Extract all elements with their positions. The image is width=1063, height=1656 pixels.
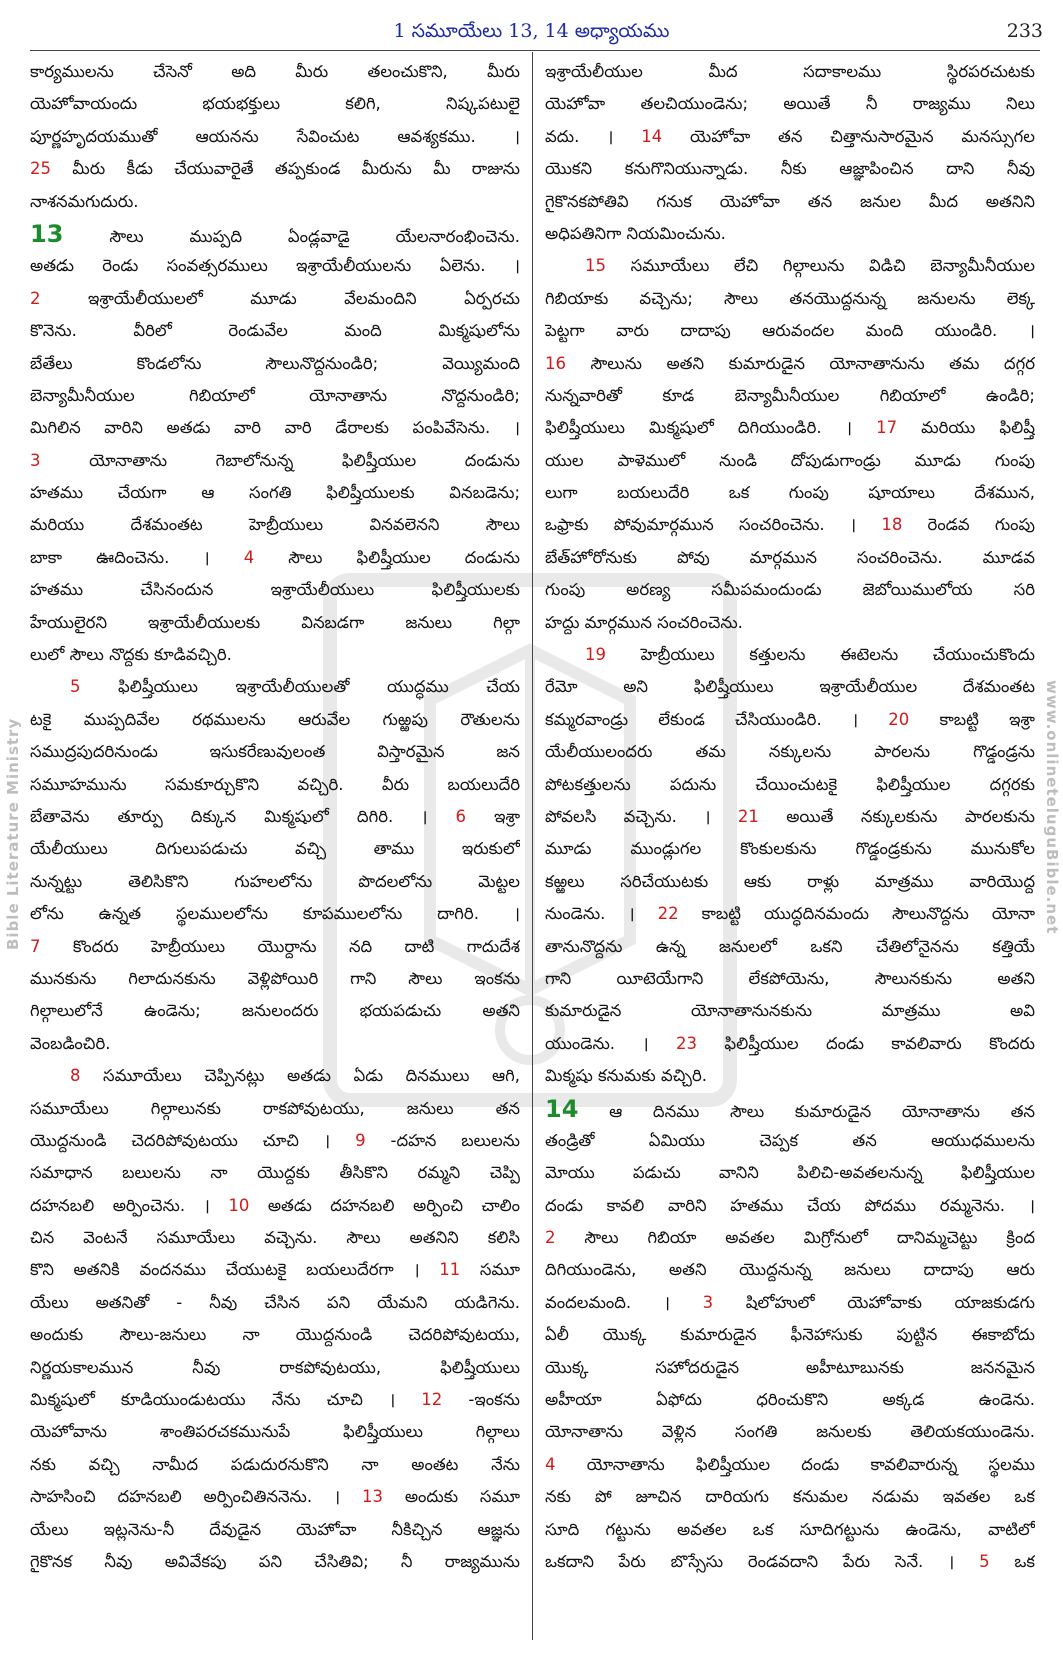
text-line bbox=[30, 995, 520, 1027]
text-line bbox=[30, 1514, 520, 1546]
verse-number: 22 bbox=[634, 904, 679, 924]
verse-text: అధిపతినిగా నియమించును. bbox=[545, 223, 726, 243]
text-line bbox=[545, 833, 1035, 865]
text-line bbox=[545, 88, 1035, 120]
verse-text: రేమో అని ఫిలిష్తీయులు ఇశ్రాయేలీయుల దేశమంతట bbox=[545, 677, 1035, 697]
text-line bbox=[545, 574, 1035, 606]
text-line bbox=[545, 769, 1035, 801]
verse-text: సమూహమును సమకూర్చుకొని వచ్చిరి. వీరు బయలుదేరి bbox=[30, 774, 520, 794]
verse-text: లోను ఉన్నత స్థలములలోను కూపములలోను దాగిరి. । bbox=[30, 904, 520, 924]
text-line bbox=[545, 218, 1035, 250]
verse-text: పూర్ణహృదయముతో ఆయనను సేవించుట ఆవశ్యకము. । bbox=[30, 126, 520, 146]
verse-number: 15 bbox=[585, 256, 606, 276]
text-line bbox=[545, 1449, 1035, 1481]
text-line bbox=[30, 153, 520, 185]
text-line bbox=[545, 671, 1035, 703]
verse-text: బాకా ఊదించెను. । bbox=[30, 547, 210, 567]
text-line bbox=[545, 542, 1035, 574]
text-line bbox=[30, 1190, 520, 1222]
verse-text: యోనాతాను ఫిలిష్తీయుల దండు కావలివారున్న స్థలము bbox=[555, 1454, 1035, 1474]
verse-text: చిన వెంటనే సమూయేలు వచ్చెను. సౌలు అతనిని కలిసి bbox=[30, 1228, 520, 1248]
verse-number: 5 bbox=[70, 677, 81, 697]
text-line bbox=[545, 1157, 1035, 1189]
text-line bbox=[545, 995, 1035, 1027]
verse-text: యొకని కనుగొనియున్నాడు. నీకు ఆజ్ఞాపించిన దాని నీవు bbox=[545, 159, 1035, 179]
verse-text: కుమారుడైన యోనాతానునకును మాత్రము అవి bbox=[545, 1001, 1035, 1021]
text-line bbox=[30, 1287, 520, 1319]
text-line bbox=[545, 121, 1035, 153]
text-line bbox=[30, 704, 520, 736]
verse-text: నున్నవారితో కూడ బెన్యామీనీయుల గిబియాలో ఉండిరి; bbox=[545, 385, 1035, 405]
text-line bbox=[30, 1060, 520, 1092]
right-text-column bbox=[545, 56, 1035, 1578]
left-text-column bbox=[30, 56, 520, 1578]
verse-text: గైకొనక నీవు అవివేకపు పని చేసితివి; నీ రాజ్యమును bbox=[30, 1551, 520, 1571]
text-line bbox=[30, 348, 520, 380]
verse-number: 14 bbox=[613, 126, 663, 146]
verse-text: కఱ్ఱలు సరిచేయుటకు ఆకు రాళ్లు మాత్రము వారియొద్ద bbox=[545, 871, 1035, 891]
verse-text: వదు. । bbox=[545, 126, 614, 146]
verse-text: మూడు ముండ్లుగల కొంకులకును గొడ్డండ్రకును మునుకోల bbox=[545, 839, 1035, 859]
text-line bbox=[30, 671, 520, 703]
verse-text: అందుకు సమూ bbox=[383, 1487, 520, 1507]
text-line bbox=[30, 1352, 520, 1384]
verse-text: టకై ముప్పదివేల రథములను ఆరువేల గుఱ్ఱపు రౌతులను bbox=[30, 709, 520, 729]
verse-number: 6 bbox=[427, 806, 467, 826]
verse-text: యుల పాళెములో నుండి దోపుడుగాండ్రు మూడు గుంపు bbox=[545, 450, 1035, 470]
verse-text: హద్దు మార్గమున సంచరించెను. bbox=[545, 612, 743, 632]
verse-text: నిర్ణయకాలమున నీవు రాకపోవుటయు, ఫిలిష్తీయులు bbox=[30, 1357, 520, 1377]
verse-number: 7 bbox=[30, 936, 41, 956]
text-line bbox=[30, 88, 520, 120]
text-line bbox=[545, 283, 1035, 315]
text-line bbox=[30, 898, 520, 930]
verse-text: అహీయా ఏఫోదు ధరించుకొని అక్కడ ఉండెను. bbox=[545, 1390, 1035, 1410]
watermark-right-text: www.onlineteluguBible.net bbox=[1043, 680, 1061, 935]
verse-text: పోవలసి వచ్చెను. । bbox=[545, 806, 711, 826]
verse-text: తండ్రితో ఏమియు చెప్పక తన ఆయుధములను bbox=[545, 1130, 1035, 1150]
verse-text: ఏలీ యొక్క కుమారుడైన ఫీనెహాసుకు పుట్టిన ఈకాబోదు bbox=[545, 1325, 1035, 1345]
text-line bbox=[545, 1125, 1035, 1157]
verse-number: 4 bbox=[545, 1454, 556, 1474]
chapter-number: 13 bbox=[30, 219, 64, 248]
verse-text: సమూయేలు చెప్పినట్లు అతడు ఏడు దినములు ఆగి, bbox=[80, 1066, 520, 1086]
text-line bbox=[30, 315, 520, 347]
text-line bbox=[545, 866, 1035, 898]
text-line bbox=[545, 736, 1035, 768]
verse-text: మరియు ఫిలిష్తీ bbox=[897, 418, 1035, 438]
text-line bbox=[30, 833, 520, 865]
verse-number: 11 bbox=[419, 1260, 461, 1280]
text-line bbox=[545, 607, 1035, 639]
verse-text: అయితే నక్కులకును పారలకును bbox=[758, 806, 1035, 826]
text-line bbox=[30, 769, 520, 801]
verse-text: నాశనమగుదురు. bbox=[30, 191, 139, 211]
verse-number: 2 bbox=[30, 288, 41, 308]
chapter-number: 14 bbox=[545, 1094, 579, 1123]
verse-text: దండు కావలి వారిని హతము చేయ పోదము రమ్మనెను. । bbox=[545, 1195, 1035, 1215]
text-line bbox=[545, 1222, 1035, 1254]
verse-text: లులో సౌలు నొద్దకు కూడివచ్చిరి. bbox=[30, 645, 232, 665]
verse-text: గిబియాకు వచ్చెను; సౌలు తనయొద్దనున్న జనులను లెక్క bbox=[545, 288, 1035, 308]
verse-text: హతము చేయగా ఆ సంగతి ఫిలిష్తీయులకు వినబడెను; bbox=[30, 483, 520, 503]
verse-number: 25 bbox=[30, 159, 51, 179]
verse-text: అతడు రెండు సంవత్సరములు ఇశ్రాయేలీయులను ఏలెను. । bbox=[30, 256, 520, 276]
text-line bbox=[30, 250, 520, 282]
text-line bbox=[30, 1028, 520, 1060]
verse-text: గిల్గాలులోనే ఉండెను; జనులందరు భయపడుచు అతని bbox=[30, 1001, 520, 1021]
text-line bbox=[30, 1416, 520, 1448]
verse-text: మిక్మషులో కూడియుండుటయు నేను చూచి । bbox=[30, 1390, 396, 1410]
text-line bbox=[30, 56, 520, 88]
text-line bbox=[30, 1222, 520, 1254]
verse-text: -దహన బలులను bbox=[365, 1130, 520, 1150]
verse-text: బేత్‌హోరోనుకు పోవు మార్గమున సంచరించెను. మూడవ bbox=[545, 547, 1035, 567]
text-line bbox=[545, 639, 1035, 671]
text-line bbox=[545, 445, 1035, 477]
text-line bbox=[30, 218, 520, 250]
verse-text: పోటకత్తులను పదును చేయించుటకై ఫిలిష్తీయుల దగ్గరకు bbox=[545, 774, 1035, 794]
text-line bbox=[545, 1287, 1035, 1319]
verse-text: యేలీయులు దిగులుపడుచు వచ్చి తాము ఇరుకులో bbox=[30, 839, 520, 859]
verse-text: సమూయేలు గిల్గాలునకు రాకపోవుటయు, జనులు తన bbox=[30, 1098, 520, 1118]
verse-number: 2 bbox=[545, 1228, 556, 1248]
verse-text: యెహోవాయందు భయభక్తులు కలిగి, నిష్కపటులై bbox=[30, 94, 520, 114]
text-line bbox=[545, 348, 1035, 380]
text-line bbox=[30, 1546, 520, 1578]
verse-number: 3 bbox=[670, 1292, 714, 1312]
verse-text: ఒఫ్రాకు పోవుమార్గమున సంచరించెను. । bbox=[545, 515, 857, 535]
verse-text: యోనాతాను వెళ్లిన సంగతి జనులకు తెలియకయుండెను. bbox=[545, 1422, 1035, 1442]
verse-text: బెన్యామీనీయుల గిబియాలో యోనాతాను నొద్దనుండిరి; bbox=[30, 385, 520, 405]
verse-text: కొని అతనికి వందనము చేయుటకై బయలుదేరగా । bbox=[30, 1260, 420, 1280]
text-line bbox=[545, 931, 1035, 963]
verse-number: 9 bbox=[330, 1130, 366, 1150]
verse-text: అతడు దహనబలి అర్పించి చాలిం bbox=[249, 1195, 520, 1215]
text-line bbox=[545, 1190, 1035, 1222]
verse-text: ఆ దినము సౌలు కుమారుడైన యోనాతాను తన bbox=[578, 1101, 1035, 1121]
page-header bbox=[0, 20, 1063, 50]
text-line bbox=[30, 801, 520, 833]
verse-text: గుంపు అరణ్య సమీపమందుండు జెబోయిములోయ సరి bbox=[545, 580, 1035, 600]
verse-text: సౌలు ముప్పది ఏండ్లవాడై యేలనారంభించెను. bbox=[63, 226, 520, 246]
text-line bbox=[545, 1416, 1035, 1448]
text-line bbox=[30, 445, 520, 477]
text-line bbox=[30, 412, 520, 444]
verse-text: కొందరు హెబ్రీయులు యొర్దాను నది దాటి గాదుదేశ bbox=[40, 936, 520, 956]
verse-text: ఒక bbox=[989, 1551, 1035, 1571]
verse-number: 5 bbox=[954, 1551, 990, 1571]
verse-text: తానునొద్దను ఉన్న జనులలో ఒకని చేతిలోనైనను కత్తియే bbox=[545, 936, 1035, 956]
text-line bbox=[30, 1384, 520, 1416]
text-line bbox=[545, 1093, 1035, 1125]
verse-number: 21 bbox=[710, 806, 759, 826]
text-line bbox=[30, 1254, 520, 1286]
verse-number: 23 bbox=[648, 1033, 698, 1053]
text-line bbox=[30, 574, 520, 606]
verse-number: 4 bbox=[209, 547, 255, 567]
text-line bbox=[545, 1254, 1035, 1286]
verse-text: మీరు కీడు చేయువారైతే తప్పకుండ మీరును మీ రాజును bbox=[51, 159, 520, 179]
verse-text: యేలీయులందరు తమ నక్కులను పారలను గొడ్డండ్రను bbox=[545, 742, 1035, 762]
verse-text: సమూయేలు లేచి గిల్గాలును విడిచి బెన్యామీనీయుల bbox=[606, 256, 1035, 276]
verse-text: అందుకు సౌలు-జనులు నా యొద్దనుండి చెదరిపోవుటయు, bbox=[30, 1325, 520, 1345]
verse-text: ఫిలిష్తీయుల దండు కావలివారు కొందరు bbox=[697, 1033, 1035, 1053]
text-line bbox=[545, 1028, 1035, 1060]
text-line bbox=[30, 639, 520, 671]
text-line bbox=[30, 380, 520, 412]
verse-text: సమూ bbox=[460, 1260, 520, 1280]
verse-text: కమ్మరవాండ్రు లేకుండ చేసియుండిరి. । bbox=[545, 709, 859, 729]
text-line bbox=[30, 1481, 520, 1513]
verse-text: నున్నట్టు తెలిసికొని గుహలలోను పొదలలోను మెట్టల bbox=[30, 871, 520, 891]
verse-text: దిగియుండెను, అతని యొద్దనున్న జనులు దాదాపు ఆరు bbox=[545, 1260, 1035, 1280]
verse-text: సౌలు ఫిలిష్తీయుల దండును bbox=[254, 547, 520, 567]
text-line bbox=[545, 1546, 1035, 1578]
verse-text: యెహోవాను శాంతిపరచకమునుపే ఫిలిష్తీయులు గిల్గాలు bbox=[30, 1422, 520, 1442]
verse-text: ఫిలిష్తీయులు ఇశ్రాయేలీయులతో యుద్ధము చేయ bbox=[80, 677, 520, 697]
verse-number: 17 bbox=[852, 418, 898, 438]
verse-text: హేయులైరని ఇశ్రాయేలీయులకు వినబడగా జనులు గిల్గా bbox=[30, 612, 520, 632]
verse-text: వందలమంది. । bbox=[545, 1292, 671, 1312]
verse-number: 13 bbox=[340, 1487, 383, 1507]
text-line bbox=[545, 412, 1035, 444]
verse-number: 3 bbox=[30, 450, 41, 470]
verse-text: యుండెను. । bbox=[545, 1033, 649, 1053]
text-line bbox=[30, 1125, 520, 1157]
text-line bbox=[545, 477, 1035, 509]
verse-text: గాని యీటెయేగాని లేకపోయెను, సౌలునకును అతని bbox=[545, 968, 1035, 988]
verse-text: హెబ్రీయులు కత్తులను ఈటెలను చేయుంచుకొందు bbox=[606, 645, 1035, 665]
text-line bbox=[30, 866, 520, 898]
verse-number: 20 bbox=[858, 709, 910, 729]
verse-text: కొనెను. వీరిలో రెండువేల మంది మిక్మషులోను bbox=[30, 321, 520, 341]
text-line bbox=[545, 153, 1035, 185]
verse-text: సౌలు గిబియా అవతల మిగ్రోనులో దానిమ్మచెట్టు క్రింద bbox=[555, 1228, 1035, 1248]
verse-text: -ఇంకను bbox=[442, 1390, 520, 1410]
text-line bbox=[30, 1157, 520, 1189]
verse-text: సమాధాన బలులను నా యొద్దకు తీసికొని రమ్మని చెప్పి bbox=[30, 1163, 520, 1183]
verse-text: మునకును గిలాదునకును వెళ్లిపోయిరి గాని సౌలు ఇంకను bbox=[30, 968, 520, 988]
text-line bbox=[545, 56, 1035, 88]
verse-text: ఒకదాని పేరు బొస్సేసు రెండవదాని పేరు సెనే. । bbox=[545, 1551, 955, 1571]
text-line bbox=[30, 542, 520, 574]
text-line bbox=[30, 963, 520, 995]
text-line bbox=[545, 250, 1035, 282]
chapter-heading: 1 సమూయేలు 13, 14 అధ్యాయము bbox=[393, 20, 670, 42]
text-line bbox=[545, 704, 1035, 736]
verse-text: కార్యములను చేసెనో అది మీరు తలంచుకొని, మీరు bbox=[30, 62, 520, 81]
text-line bbox=[30, 736, 520, 768]
verse-text: కాబట్టి ఇశ్రా bbox=[909, 709, 1035, 729]
verse-text: బేతావెను తూర్పు దిక్కున మిక్మషులో దిగిరి. । bbox=[30, 806, 428, 826]
verse-text: ఇశ్రా bbox=[466, 806, 520, 826]
verse-text: నకు వచ్చి నామీద పడుదురనుకొని నా అంతట నేను bbox=[30, 1454, 520, 1474]
verse-text: యేలు ఇట్లనెను-నీ దేవుడైన యెహోవా నీకిచ్చిన ఆజ్ఞను bbox=[30, 1519, 520, 1539]
text-line bbox=[545, 1384, 1035, 1416]
verse-text: హతము చేసినందున ఇశ్రాయేలీయులు ఫిలిష్తీయులకు bbox=[30, 580, 520, 600]
verse-text: బేతేలు కొండలోను సౌలునొద్దనుండిరి; వెయ్యిమంది bbox=[30, 353, 520, 373]
verse-text: నకు పో జూచిన దారియగు కనుమల నడుమ ఇవతల ఒక bbox=[545, 1487, 1035, 1507]
verse-text: సాహసించి దహనబలి అర్పించితిననెను. । bbox=[30, 1487, 341, 1507]
verse-text: యేలు అతనితో - నీవు చేసిన పని యేమని యడిగెను. bbox=[30, 1292, 520, 1312]
text-line bbox=[545, 1481, 1035, 1513]
verse-text: ఇశ్రాయేలీయుల మీద సదాకాలము స్థిరపరచుటకు bbox=[545, 62, 1035, 81]
text-line bbox=[545, 1319, 1035, 1351]
verse-text: సముద్రపుదరినుండు ఇసుకరేణువులంత విస్తారమైన జన bbox=[30, 742, 520, 762]
text-line bbox=[30, 1319, 520, 1351]
verse-text: గైకొనకపోతివి గనుక యెహోవా తన జనుల మీద అతనిని bbox=[545, 191, 1035, 211]
text-line bbox=[30, 1449, 520, 1481]
verse-number: 19 bbox=[585, 645, 606, 665]
verse-text: మిక్మషు కనుమకు వచ్చిరి. bbox=[545, 1066, 708, 1086]
text-line bbox=[30, 931, 520, 963]
verse-text: మిగిలిన వారిని అతడు వారి వారి డేరాలకు పంపివేసెను. । bbox=[30, 418, 520, 438]
verse-text: సౌలును అతని కుమారుడైన యోనాతానును తమ దగ్గర bbox=[566, 353, 1035, 373]
verse-number: 8 bbox=[70, 1066, 81, 1086]
text-line bbox=[30, 509, 520, 541]
verse-text: ఇశ్రాయేలీయులలో మూడు వేలమందిని ఏర్పరచు bbox=[40, 288, 520, 308]
page-number: 233 bbox=[1006, 20, 1043, 42]
verse-text: యెహోవా తన చిత్తానుసారమైన మనస్సుగల bbox=[662, 126, 1035, 146]
verse-number: 16 bbox=[545, 353, 566, 373]
verse-text: యొద్దనుండి చెదరిపోవుటయు చూచి । bbox=[30, 1130, 331, 1150]
verse-text: నుండెను. । bbox=[545, 904, 635, 924]
text-line bbox=[545, 509, 1035, 541]
verse-text: మరియు దేశమంతట హెబ్రీయులు వినవలెనని సౌలు bbox=[30, 515, 520, 535]
verse-text: రెండవ గుంపు bbox=[902, 515, 1035, 535]
text-line bbox=[545, 898, 1035, 930]
verse-text: కాబట్టి యుద్ధదినమందు సౌలునొద్దను యోనా bbox=[678, 904, 1035, 924]
verse-number: 18 bbox=[856, 515, 903, 535]
verse-number: 10 bbox=[209, 1195, 250, 1215]
text-line bbox=[30, 186, 520, 218]
text-line bbox=[30, 477, 520, 509]
text-line bbox=[545, 1352, 1035, 1384]
text-line bbox=[545, 186, 1035, 218]
verse-number: 12 bbox=[395, 1390, 443, 1410]
watermark-left-text: Bible Literature Ministry bbox=[4, 717, 22, 950]
text-line bbox=[545, 1514, 1035, 1546]
text-line bbox=[30, 607, 520, 639]
verse-text: ఫిలిష్తీయులు మిక్మషులో దిగియుండిరి. । bbox=[545, 418, 853, 438]
verse-text: పెట్టగా వారు దాదాపు ఆరువందల మంది యుండిరి. । bbox=[545, 321, 1035, 341]
verse-text: మోయు పడుచు వానిని పిలిచి-అవతలనున్న ఫిలిష్తీయుల bbox=[545, 1163, 1035, 1183]
text-line bbox=[30, 1093, 520, 1125]
text-line bbox=[545, 315, 1035, 347]
verse-text: లుగా బయలుదేరి ఒక గుంపు షూయాలు దేశమున, bbox=[545, 483, 1035, 503]
verse-text: సూది గట్టును అవతల ఒక సూదిగట్టును ఉండెను, వాటిలో bbox=[545, 1519, 1035, 1539]
verse-text: యోనాతాను గెబాలోనున్న ఫిలిష్తీయుల దండును bbox=[40, 450, 520, 470]
header-rule bbox=[30, 50, 1040, 51]
verse-text: యెహోవా తలచియుండెను; అయితే నీ రాజ్యము నిలు bbox=[545, 94, 1035, 114]
verse-text: దహనబలి అర్పించెను. । bbox=[30, 1195, 210, 1215]
text-line bbox=[545, 1060, 1035, 1092]
text-line bbox=[545, 380, 1035, 412]
text-line bbox=[545, 801, 1035, 833]
verse-text: వెంబడించిరి. bbox=[30, 1033, 111, 1053]
text-line bbox=[30, 283, 520, 315]
text-line bbox=[545, 963, 1035, 995]
text-line bbox=[30, 121, 520, 153]
verse-text: యొక్క సహోదరుడైన అహీటూబునకు జననమైన bbox=[545, 1357, 1035, 1377]
verse-text: షిలోహులో యెహోవాకు యాజకుడగు bbox=[713, 1292, 1035, 1312]
